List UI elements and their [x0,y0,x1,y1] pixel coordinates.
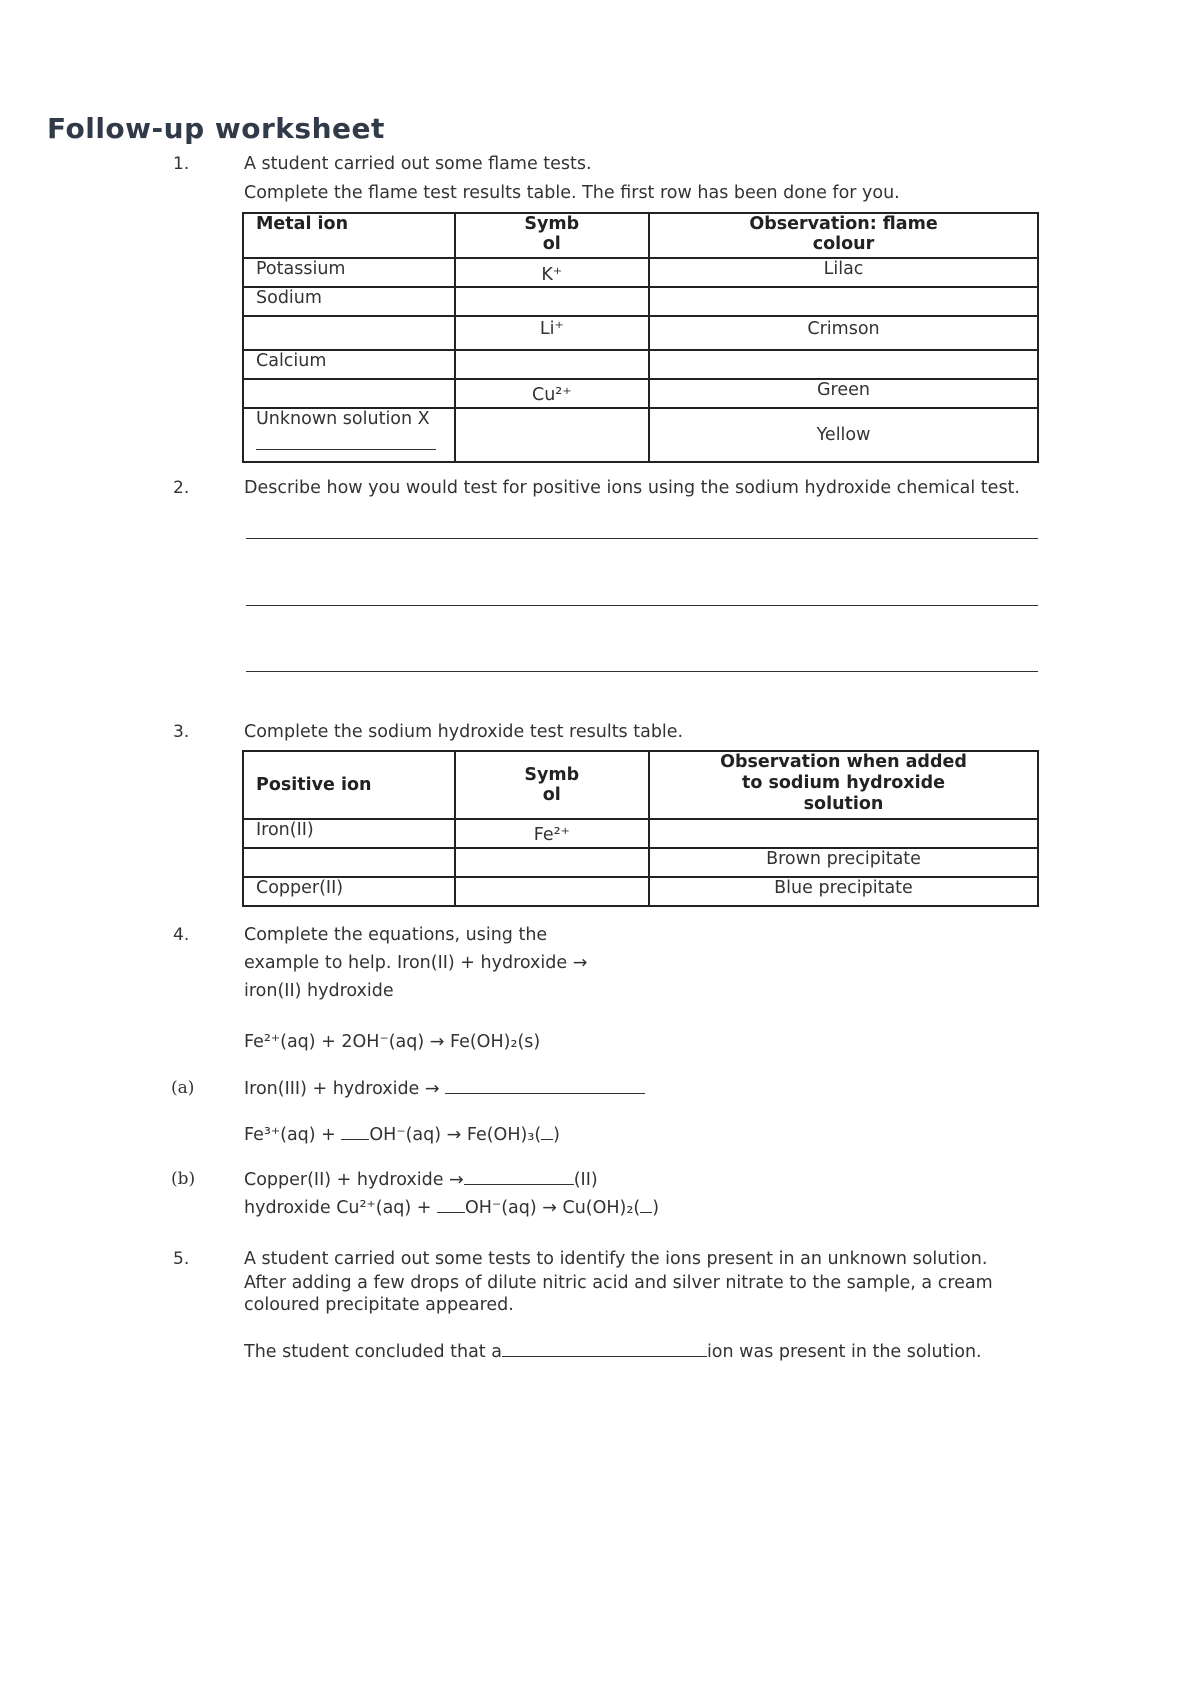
symbol-cell: Fe²⁺ [455,819,649,848]
question-1-line-1: A student carried out some flame tests. [244,154,592,174]
table-row [243,316,1038,350]
observation-cell: Lilac [649,258,1038,287]
part-a-line-2 [244,1123,560,1146]
metal-ion-cell: Potassium [243,258,455,287]
header-metal-ion: Metal ion [243,213,455,258]
question-2-number: 2. [173,478,190,498]
question-3-number: 3. [173,722,190,742]
table-row [243,819,1038,848]
question-1-line-2: Complete the flame test results table. The first row has been done for you. [244,183,900,203]
ion-answer-blank[interactable] [502,1340,707,1357]
question-4-number: 4. [173,925,190,945]
part-a-equation-middle: OH⁻(aq) → Fe(OH)₃( [369,1125,542,1145]
question-5-line-3: coloured precipitate appeared. [244,1295,514,1315]
table-row [243,848,1038,877]
question-4-line-1: Complete the equations, using the [244,925,548,945]
symbol-cell: K⁺ [455,258,649,287]
positive-ion-cell[interactable] [243,848,455,877]
part-b-equation-start: hydroxide Cu²⁺(aq) + [244,1198,438,1218]
flame-test-table [242,212,1039,463]
table-row [243,379,1038,408]
unknown-solution-label: Unknown solution X [256,409,430,429]
header-symbol: Symb ol [455,751,649,819]
part-b-oxidation-state: (II) [573,1170,598,1190]
part-a-label: (a) [171,1078,195,1098]
symbol-cell[interactable] [455,408,649,462]
symbol-cell: Cu²⁺ [455,379,649,408]
part-b-coefficient-blank[interactable] [437,1196,465,1213]
table-row [243,258,1038,287]
part-a-coefficient-blank[interactable] [341,1123,369,1140]
question-3-text: Complete the sodium hydroxide test results table. [244,722,684,742]
observation-cell[interactable] [649,350,1038,379]
metal-ion-cell[interactable] [243,316,455,350]
header-positive-ion: Positive ion [243,751,455,819]
part-a-equation-end: ) [553,1125,560,1145]
part-b-state-blank[interactable] [640,1196,652,1213]
header-symbol: Symb ol [455,213,649,258]
table-row [243,877,1038,906]
metal-ion-cell: Calcium [243,350,455,379]
question-4-line-2: example to help. Iron(II) + hydroxide → [244,953,588,973]
conclusion-start: The student concluded that a [244,1342,502,1362]
part-a-state-blank[interactable] [541,1123,553,1140]
question-5-number: 5. [173,1249,190,1269]
page-title: Follow-up worksheet [47,112,385,145]
question-5-line-2: After adding a few drops of dilute nitric acid and silver nitrate to the sample, a cream [244,1273,993,1293]
observation-cell: Brown precipitate [649,848,1038,877]
part-b-equation-middle: OH⁻(aq) → Cu(OH)₂( [465,1198,641,1218]
sodium-hydroxide-table [242,750,1039,907]
answer-line[interactable] [246,671,1038,672]
symbol-cell[interactable] [455,877,649,906]
table-header-row [243,751,1038,819]
part-b-line-1 [244,1168,598,1191]
observation-cell: Crimson [649,316,1038,350]
positive-ion-cell: Iron(II) [243,819,455,848]
part-b-equation-end: ) [652,1198,660,1218]
header-observation: Observation: flame colour [649,213,1038,258]
observation-cell: Green [649,379,1038,408]
symbol-cell[interactable] [455,350,649,379]
observation-cell: Blue precipitate [649,877,1038,906]
part-b-line-2 [244,1196,659,1219]
unknown-solution-answer-line[interactable] [256,449,436,450]
header-observation: Observation when added to sodium hydroxide solution [649,751,1038,819]
question-5-line-1: A student carried out some tests to identify the ions present in an unknown solution. [244,1249,988,1269]
symbol-cell[interactable] [455,848,649,877]
metal-ion-cell: Sodium [243,287,455,316]
part-a-word-equation: Iron(III) + hydroxide → [244,1079,440,1099]
positive-ion-cell: Copper(II) [243,877,455,906]
answer-line[interactable] [246,538,1038,539]
question-4-line-3: iron(II) hydroxide [244,981,394,1001]
part-b-word-equation: Copper(II) + hydroxide → [244,1170,464,1190]
observation-cell[interactable] [649,819,1038,848]
part-b-label: (b) [171,1169,196,1189]
part-a-line-1 [244,1077,645,1100]
table-row [243,408,1038,462]
metal-ion-cell [243,408,455,462]
example-equation: Fe²⁺(aq) + 2OH⁻(aq) → Fe(OH)₂(s) [244,1032,541,1052]
observation-cell: Yellow [649,408,1038,462]
question-2-text: Describe how you would test for positive ions using the sodium hydroxide chemical test. [244,478,1020,498]
part-b-product-blank[interactable] [464,1168,574,1185]
part-a-product-blank[interactable] [445,1077,645,1094]
table-row [243,350,1038,379]
symbol-cell: Li⁺ [455,316,649,350]
metal-ion-cell[interactable] [243,379,455,408]
conclusion-end: ion was present in the solution. [706,1342,982,1362]
answer-line[interactable] [246,605,1038,606]
observation-cell[interactable] [649,287,1038,316]
table-header-row [243,213,1038,258]
part-a-equation-start: Fe³⁺(aq) + [244,1125,342,1145]
symbol-cell[interactable] [455,287,649,316]
table-row [243,287,1038,316]
question-1-number: 1. [173,154,190,174]
question-5-line-4 [244,1340,982,1363]
